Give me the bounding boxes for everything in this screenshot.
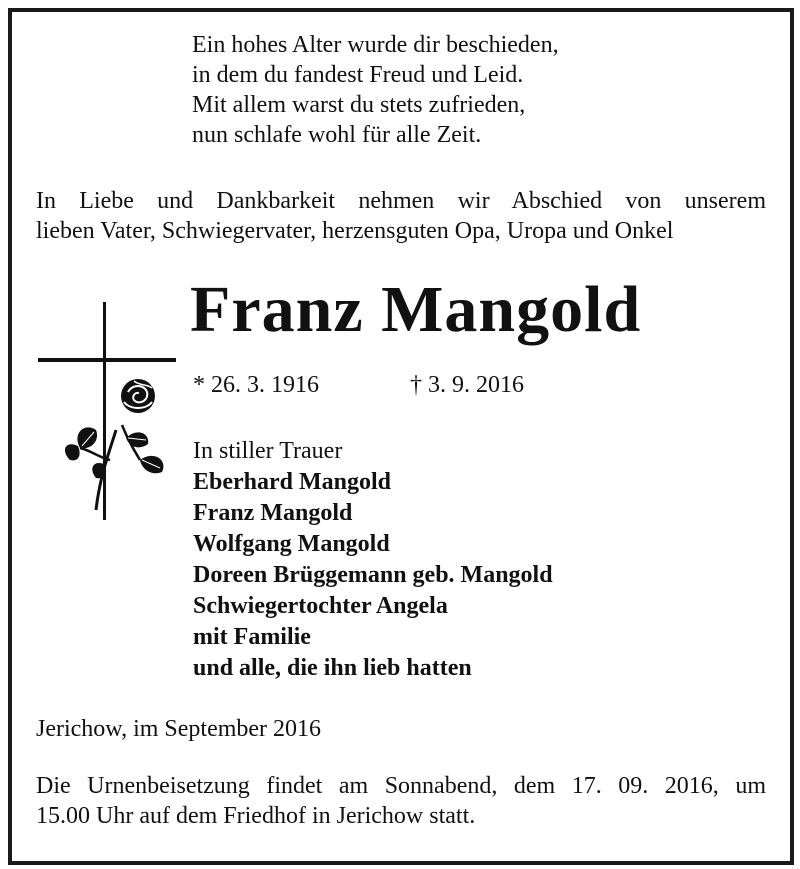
death-date: † 3. 9. 2016	[410, 372, 524, 398]
place-and-date: Jerichow, im September 2016	[36, 716, 322, 742]
mourner-name: Wolfgang Mangold	[193, 531, 390, 557]
poem-line: in dem du fandest Freud und Leid.	[192, 62, 524, 88]
mourners-list	[193, 436, 553, 684]
mourners-heading: In stiller Trauer	[193, 438, 343, 464]
mourner-name: Doreen Brüggemann geb. Mangold	[193, 562, 553, 588]
cross-with-rose-icon	[30, 300, 190, 530]
mourner-name: mit Familie	[193, 624, 311, 650]
intro-line: In Liebe und Dankbarkeit nehmen wir Abschied von unserem	[36, 188, 766, 214]
burial-notice	[36, 771, 766, 831]
poem-line: Mit allem warst du stets zufrieden,	[192, 92, 526, 118]
poem-line: Ein hohes Alter wurde dir beschieden,	[192, 32, 559, 58]
intro-text	[36, 186, 766, 246]
deceased-name: Franz Mangold	[190, 273, 642, 346]
intro-line: lieben Vater, Schwiegervater, herzensguten Opa, Uropa und Onkel	[36, 218, 674, 244]
burial-line: 15.00 Uhr auf dem Friedhof in Jerichow statt.	[36, 803, 476, 829]
birth-date: * 26. 3. 1916	[193, 372, 319, 398]
poem	[192, 30, 559, 150]
burial-line: Die Urnenbeisetzung findet am Sonnabend, dem 17. 09. 2016, um	[36, 773, 766, 799]
poem-line: nun schlafe wohl für alle Zeit.	[192, 122, 482, 148]
mourner-name: Eberhard Mangold	[193, 469, 392, 495]
mourner-name: Schwiegertochter Angela	[193, 593, 448, 619]
mourner-name: und alle, die ihn lieb hatten	[193, 655, 472, 681]
mourner-name: Franz Mangold	[193, 500, 353, 526]
